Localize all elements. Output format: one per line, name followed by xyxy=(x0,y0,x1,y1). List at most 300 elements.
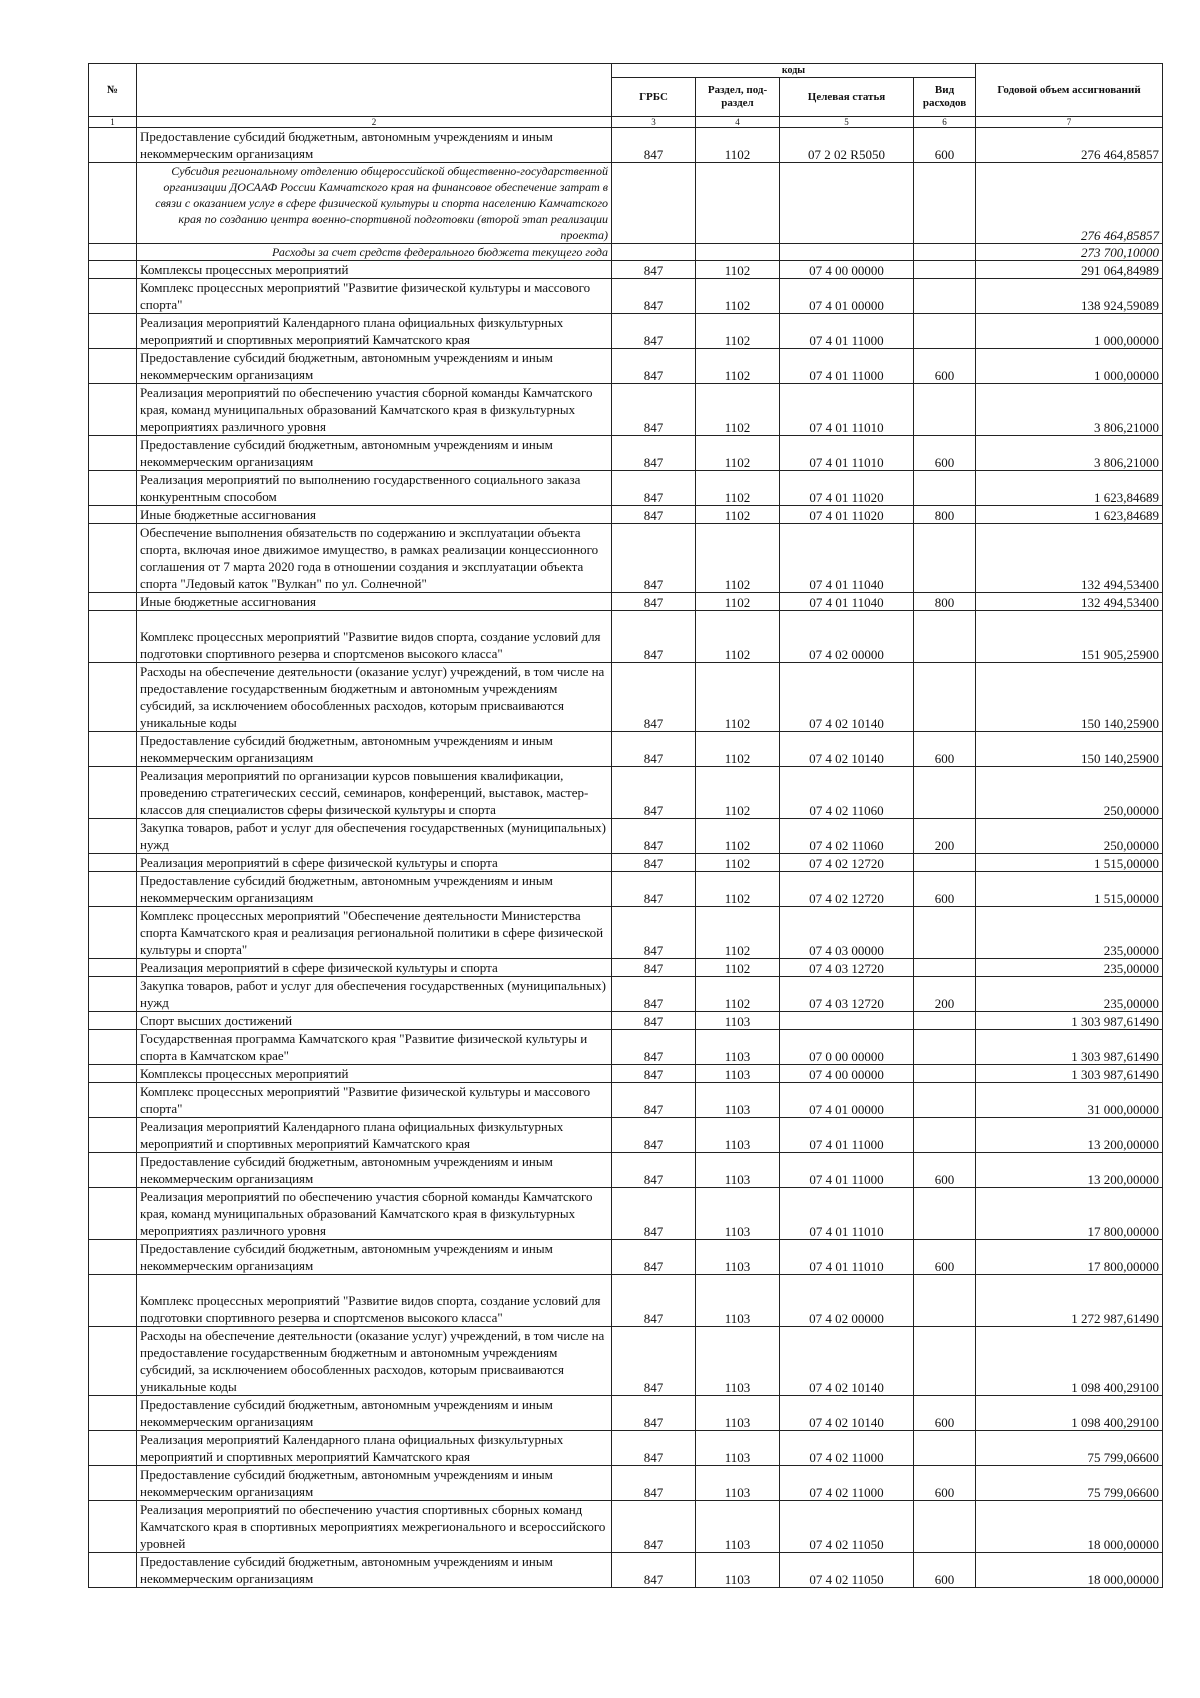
row-name: Реализация мероприятий по выполнению государственного социального заказа конкурентным способом xyxy=(137,471,612,506)
table-row xyxy=(89,1188,1163,1240)
row-target: 07 4 03 12720 xyxy=(780,977,914,1012)
row-number xyxy=(89,349,137,384)
header-expense: Вид расходов xyxy=(914,78,976,117)
row-target: 07 0 00 00000 xyxy=(780,1030,914,1065)
row-target: 07 4 01 11020 xyxy=(780,506,914,524)
table-row xyxy=(89,959,1163,977)
row-number xyxy=(89,1083,137,1118)
row-name: Реализация мероприятий Календарного плана официальных физкультурных мероприятий и спортивных мероприятий Камчатского края xyxy=(137,314,612,349)
row-target: 07 4 01 11040 xyxy=(780,593,914,611)
row-name: Комплекс процессных мероприятий "Развитие видов спорта, создание условий для подготовки спортивного резерва и спортсменов высокого класса" xyxy=(137,611,612,663)
row-section: 1103 xyxy=(696,1501,780,1553)
row-amount: 17 800,00000 xyxy=(976,1188,1163,1240)
row-grbs: 847 xyxy=(612,1327,696,1396)
row-number xyxy=(89,1327,137,1396)
row-name: Расходы на обеспечение деятельности (оказание услуг) учреждений, в том числе на предоставление государственным бюджетным и автономным учреждениям субсидий, за исключением обособленных расходов, которым присваиваются уникальные коды xyxy=(137,663,612,732)
row-target: 07 4 01 11000 xyxy=(780,314,914,349)
row-number xyxy=(89,506,137,524)
row-name: Предоставление субсидий бюджетным, автономным учреждениям и иным некоммерческим организациям xyxy=(137,1466,612,1501)
row-expense-type xyxy=(914,471,976,506)
row-target xyxy=(780,244,914,261)
row-number xyxy=(89,1153,137,1188)
row-target: 07 4 01 11040 xyxy=(780,524,914,593)
row-target: 07 4 02 10140 xyxy=(780,1327,914,1396)
row-grbs: 847 xyxy=(612,1030,696,1065)
row-name: Предоставление субсидий бюджетным, автономным учреждениям и иным некоммерческим организациям xyxy=(137,1553,612,1588)
row-section: 1103 xyxy=(696,1083,780,1118)
row-grbs: 847 xyxy=(612,1553,696,1588)
table-body xyxy=(89,128,1163,1588)
row-section: 1102 xyxy=(696,907,780,959)
table-row xyxy=(89,1153,1163,1188)
row-expense-type: 800 xyxy=(914,506,976,524)
row-expense-type xyxy=(914,1188,976,1240)
row-section: 1102 xyxy=(696,732,780,767)
row-amount: 132 494,53400 xyxy=(976,593,1163,611)
table-row xyxy=(89,471,1163,506)
row-expense-type xyxy=(914,261,976,279)
row-amount: 1 272 987,61490 xyxy=(976,1275,1163,1327)
row-amount: 1 000,00000 xyxy=(976,314,1163,349)
row-name: Комплекс процессных мероприятий "Развитие физической культуры и массового спорта" xyxy=(137,279,612,314)
row-amount: 273 700,10000 xyxy=(976,244,1163,261)
row-number xyxy=(89,593,137,611)
row-section: 1102 xyxy=(696,349,780,384)
row-number xyxy=(89,244,137,261)
row-expense-type xyxy=(914,663,976,732)
row-target: 07 4 02 10140 xyxy=(780,732,914,767)
budget-table xyxy=(88,63,1163,1588)
row-expense-type xyxy=(914,163,976,244)
row-expense-type xyxy=(914,279,976,314)
colnum: 3 xyxy=(612,117,696,128)
table-row xyxy=(89,767,1163,819)
row-amount: 235,00000 xyxy=(976,907,1163,959)
row-name: Реализация мероприятий по обеспечению участия сборной команды Камчатского края, команд муниципальных образований Камчатского края в физкультурных мероприятиях различного уровня xyxy=(137,1188,612,1240)
row-section: 1103 xyxy=(696,1012,780,1030)
row-number xyxy=(89,436,137,471)
row-target: 07 4 02 12720 xyxy=(780,872,914,907)
row-expense-type xyxy=(914,524,976,593)
table-row xyxy=(89,1065,1163,1083)
row-grbs: 847 xyxy=(612,128,696,163)
row-expense-type xyxy=(914,1501,976,1553)
header-codes: коды xyxy=(612,64,976,78)
row-name: Предоставление субсидий бюджетным, автономным учреждениям и иным некоммерческим организациям xyxy=(137,1240,612,1275)
row-target: 07 4 02 12720 xyxy=(780,854,914,872)
row-expense-type: 600 xyxy=(914,732,976,767)
table-row xyxy=(89,1012,1163,1030)
row-expense-type: 800 xyxy=(914,593,976,611)
row-name: Комплекс процессных мероприятий "Развитие видов спорта, создание условий для подготовки спортивного резерва и спортсменов высокого класса" xyxy=(137,1275,612,1327)
row-grbs: 847 xyxy=(612,506,696,524)
row-expense-type: 200 xyxy=(914,819,976,854)
row-amount: 1 623,84689 xyxy=(976,471,1163,506)
row-number xyxy=(89,1118,137,1153)
row-expense-type xyxy=(914,1083,976,1118)
colnum: 4 xyxy=(696,117,780,128)
row-expense-type: 200 xyxy=(914,977,976,1012)
header-grbs: ГРБС xyxy=(612,78,696,117)
row-grbs: 847 xyxy=(612,977,696,1012)
row-name: Реализация мероприятий по обеспечению участия сборной команды Камчатского края, команд муниципальных образований Камчатского края в физкультурных мероприятиях различного уровня xyxy=(137,384,612,436)
budget-sheet xyxy=(88,63,1162,1588)
row-expense-type xyxy=(914,611,976,663)
row-number xyxy=(89,1240,137,1275)
row-amount: 1 623,84689 xyxy=(976,506,1163,524)
row-amount: 276 464,85857 xyxy=(976,163,1163,244)
table-row xyxy=(89,279,1163,314)
row-number xyxy=(89,907,137,959)
row-amount: 235,00000 xyxy=(976,959,1163,977)
row-number xyxy=(89,1030,137,1065)
row-section: 1102 xyxy=(696,314,780,349)
row-expense-type xyxy=(914,854,976,872)
row-number xyxy=(89,977,137,1012)
row-section: 1102 xyxy=(696,872,780,907)
row-name: Комплексы процессных мероприятий xyxy=(137,1065,612,1083)
row-section: 1102 xyxy=(696,506,780,524)
row-section: 1103 xyxy=(696,1466,780,1501)
row-number xyxy=(89,384,137,436)
row-name: Комплекс процессных мероприятий "Развитие физической культуры и массового спорта" xyxy=(137,1083,612,1118)
header-target: Целевая статья xyxy=(780,78,914,117)
row-amount: 132 494,53400 xyxy=(976,524,1163,593)
row-number xyxy=(89,1431,137,1466)
row-amount: 1 098 400,29100 xyxy=(976,1327,1163,1396)
row-amount: 75 799,06600 xyxy=(976,1466,1163,1501)
row-name: Предоставление субсидий бюджетным, автономным учреждениям и иным некоммерческим организациям xyxy=(137,349,612,384)
row-target: 07 4 02 11000 xyxy=(780,1431,914,1466)
colnum: 1 xyxy=(89,117,137,128)
row-section: 1103 xyxy=(696,1240,780,1275)
table-row xyxy=(89,593,1163,611)
row-grbs: 847 xyxy=(612,767,696,819)
row-grbs: 847 xyxy=(612,436,696,471)
row-grbs: 847 xyxy=(612,1012,696,1030)
row-amount: 1 515,00000 xyxy=(976,872,1163,907)
row-expense-type xyxy=(914,244,976,261)
table-row xyxy=(89,1240,1163,1275)
row-name: Реализация мероприятий по организации курсов повышения квалификации, проведению стратегических сессий, семинаров, конференций, выставок, мастер-классов для специалистов сферы физической культуры и спорта xyxy=(137,767,612,819)
header-section: Раздел, под-раздел xyxy=(696,78,780,117)
row-target: 07 4 02 00000 xyxy=(780,611,914,663)
row-name: Закупка товаров, работ и услуг для обеспечения государственных (муниципальных) нужд xyxy=(137,977,612,1012)
row-section xyxy=(696,163,780,244)
row-target: 07 4 02 11000 xyxy=(780,1466,914,1501)
table-row xyxy=(89,1327,1163,1396)
row-amount: 18 000,00000 xyxy=(976,1553,1163,1588)
row-section: 1102 xyxy=(696,471,780,506)
table-row xyxy=(89,611,1163,663)
row-section xyxy=(696,244,780,261)
table-row xyxy=(89,1431,1163,1466)
row-expense-type: 600 xyxy=(914,1240,976,1275)
row-target: 07 4 01 00000 xyxy=(780,279,914,314)
header-no: № xyxy=(89,64,137,117)
row-name: Предоставление субсидий бюджетным, автономным учреждениям и иным некоммерческим организациям xyxy=(137,872,612,907)
table-row xyxy=(89,349,1163,384)
row-amount: 150 140,25900 xyxy=(976,732,1163,767)
table-row xyxy=(89,163,1163,244)
row-target: 07 4 01 11010 xyxy=(780,384,914,436)
row-target: 07 4 01 11000 xyxy=(780,1153,914,1188)
row-target xyxy=(780,1012,914,1030)
row-number xyxy=(89,819,137,854)
row-target: 07 4 02 11060 xyxy=(780,819,914,854)
row-number xyxy=(89,1501,137,1553)
table-row xyxy=(89,907,1163,959)
table-row xyxy=(89,314,1163,349)
table-row xyxy=(89,1275,1163,1327)
row-amount: 31 000,00000 xyxy=(976,1083,1163,1118)
row-name: Предоставление субсидий бюджетным, автономным учреждениям и иным некоммерческим организациям xyxy=(137,128,612,163)
row-target: 07 4 01 00000 xyxy=(780,1083,914,1118)
row-grbs: 847 xyxy=(612,1466,696,1501)
row-target: 07 4 02 10140 xyxy=(780,663,914,732)
row-grbs: 847 xyxy=(612,854,696,872)
row-number xyxy=(89,471,137,506)
row-name: Государственная программа Камчатского края "Развитие физической культуры и спорта в Камчатском крае" xyxy=(137,1030,612,1065)
header-amount: Годовой объем ассигнований xyxy=(976,64,1163,117)
table-row xyxy=(89,524,1163,593)
row-name: Предоставление субсидий бюджетным, автономным учреждениям и иным некоммерческим организациям xyxy=(137,1153,612,1188)
row-expense-type xyxy=(914,1327,976,1396)
row-number xyxy=(89,1065,137,1083)
row-number xyxy=(89,524,137,593)
row-expense-type: 600 xyxy=(914,1466,976,1501)
row-grbs xyxy=(612,244,696,261)
row-number xyxy=(89,261,137,279)
row-number xyxy=(89,314,137,349)
colnum: 7 xyxy=(976,117,1163,128)
table-row xyxy=(89,977,1163,1012)
row-name: Субсидия региональному отделению общероссийской общественно-государственной организации ДОСААФ России Камчатского края на финансовое обеспечение затрат в связи с оказанием услуг в сфере физической культуры и спорта населению Камчатского края по созданию центра военно-спортивной подготовки (второй этап реализации проекта) xyxy=(137,163,612,244)
row-target: 07 4 01 11010 xyxy=(780,1240,914,1275)
row-number xyxy=(89,732,137,767)
row-amount: 3 806,21000 xyxy=(976,384,1163,436)
row-amount: 3 806,21000 xyxy=(976,436,1163,471)
row-section: 1102 xyxy=(696,593,780,611)
row-number xyxy=(89,163,137,244)
row-expense-type: 600 xyxy=(914,1153,976,1188)
row-grbs: 847 xyxy=(612,349,696,384)
row-amount: 75 799,06600 xyxy=(976,1431,1163,1466)
row-expense-type xyxy=(914,907,976,959)
row-name: Предоставление субсидий бюджетным, автономным учреждениям и иным некоммерческим организациям xyxy=(137,732,612,767)
header-name xyxy=(137,64,612,117)
row-amount: 276 464,85857 xyxy=(976,128,1163,163)
row-grbs xyxy=(612,163,696,244)
table-row xyxy=(89,663,1163,732)
row-expense-type: 600 xyxy=(914,349,976,384)
table-row xyxy=(89,1118,1163,1153)
row-section: 1102 xyxy=(696,959,780,977)
row-number xyxy=(89,1188,137,1240)
row-number xyxy=(89,872,137,907)
row-target xyxy=(780,163,914,244)
table-row xyxy=(89,1083,1163,1118)
table-row xyxy=(89,384,1163,436)
row-section: 1103 xyxy=(696,1553,780,1588)
row-section: 1102 xyxy=(696,524,780,593)
row-section: 1102 xyxy=(696,279,780,314)
row-target: 07 4 02 00000 xyxy=(780,1275,914,1327)
row-grbs: 847 xyxy=(612,279,696,314)
row-section: 1103 xyxy=(696,1153,780,1188)
row-section: 1103 xyxy=(696,1275,780,1327)
row-section: 1103 xyxy=(696,1030,780,1065)
row-section: 1103 xyxy=(696,1118,780,1153)
row-grbs: 847 xyxy=(612,1396,696,1431)
row-section: 1102 xyxy=(696,854,780,872)
row-number xyxy=(89,611,137,663)
row-amount: 1 303 987,61490 xyxy=(976,1030,1163,1065)
table-row xyxy=(89,244,1163,261)
row-target: 07 4 01 11000 xyxy=(780,1118,914,1153)
table-row xyxy=(89,1396,1163,1431)
row-grbs: 847 xyxy=(612,261,696,279)
row-grbs: 847 xyxy=(612,1065,696,1083)
row-name: Иные бюджетные ассигнования xyxy=(137,593,612,611)
row-section: 1102 xyxy=(696,384,780,436)
row-name: Предоставление субсидий бюджетным, автономным учреждениям и иным некоммерческим организациям xyxy=(137,436,612,471)
row-section: 1102 xyxy=(696,611,780,663)
row-amount: 291 064,84989 xyxy=(976,261,1163,279)
row-expense-type xyxy=(914,384,976,436)
row-target: 07 4 02 11050 xyxy=(780,1553,914,1588)
row-section: 1102 xyxy=(696,663,780,732)
row-amount: 1 000,00000 xyxy=(976,349,1163,384)
row-amount: 235,00000 xyxy=(976,977,1163,1012)
row-grbs: 847 xyxy=(612,524,696,593)
row-grbs: 847 xyxy=(612,1431,696,1466)
row-name: Реализация мероприятий Календарного плана официальных физкультурных мероприятий и спортивных мероприятий Камчатского края xyxy=(137,1118,612,1153)
row-grbs: 847 xyxy=(612,872,696,907)
row-grbs: 847 xyxy=(612,1118,696,1153)
row-amount: 138 924,59089 xyxy=(976,279,1163,314)
row-target: 07 4 01 11020 xyxy=(780,471,914,506)
row-name: Реализация мероприятий по обеспечению участия спортивных сборных команд Камчатского края в спортивных мероприятиях межрегионального и всероссийского уровней xyxy=(137,1501,612,1553)
row-name: Обеспечение выполнения обязательств по содержанию и эксплуатации объекта спорта, включая иное движимое имущество, в рамках реализации концессионного соглашения от 7 марта 2020 года в отношении создания и эксплуатации объекта спорта "Ледовый каток "Вулкан" по ул. Солнечной" xyxy=(137,524,612,593)
table-row xyxy=(89,261,1163,279)
row-amount: 250,00000 xyxy=(976,767,1163,819)
row-section: 1103 xyxy=(696,1327,780,1396)
row-amount: 1 515,00000 xyxy=(976,854,1163,872)
column-number-row xyxy=(89,117,1163,128)
row-amount: 1 303 987,61490 xyxy=(976,1065,1163,1083)
row-number xyxy=(89,1275,137,1327)
row-expense-type: 600 xyxy=(914,872,976,907)
row-amount: 1 098 400,29100 xyxy=(976,1396,1163,1431)
row-target: 07 4 02 11050 xyxy=(780,1501,914,1553)
row-amount: 150 140,25900 xyxy=(976,663,1163,732)
row-target: 07 4 02 10140 xyxy=(780,1396,914,1431)
row-amount: 151 905,25900 xyxy=(976,611,1163,663)
row-grbs: 847 xyxy=(612,732,696,767)
colnum: 5 xyxy=(780,117,914,128)
row-grbs: 847 xyxy=(612,819,696,854)
row-amount: 250,00000 xyxy=(976,819,1163,854)
row-target: 07 2 02 R5050 xyxy=(780,128,914,163)
row-grbs: 847 xyxy=(612,959,696,977)
row-section: 1103 xyxy=(696,1188,780,1240)
row-grbs: 847 xyxy=(612,314,696,349)
row-amount: 13 200,00000 xyxy=(976,1118,1163,1153)
table-row xyxy=(89,128,1163,163)
row-expense-type xyxy=(914,959,976,977)
row-section: 1102 xyxy=(696,767,780,819)
row-number xyxy=(89,128,137,163)
row-section: 1102 xyxy=(696,436,780,471)
row-amount: 1 303 987,61490 xyxy=(976,1012,1163,1030)
row-expense-type: 600 xyxy=(914,1553,976,1588)
row-grbs: 847 xyxy=(612,907,696,959)
row-number xyxy=(89,1012,137,1030)
row-name: Реализация мероприятий в сфере физической культуры и спорта xyxy=(137,854,612,872)
row-grbs: 847 xyxy=(612,1083,696,1118)
table-row xyxy=(89,1553,1163,1588)
row-number xyxy=(89,279,137,314)
row-grbs: 847 xyxy=(612,663,696,732)
row-grbs: 847 xyxy=(612,1188,696,1240)
row-number xyxy=(89,1466,137,1501)
row-amount: 18 000,00000 xyxy=(976,1501,1163,1553)
row-name: Комплексы процессных мероприятий xyxy=(137,261,612,279)
row-name: Иные бюджетные ассигнования xyxy=(137,506,612,524)
row-expense-type: 600 xyxy=(914,128,976,163)
row-expense-type xyxy=(914,1431,976,1466)
colnum: 2 xyxy=(137,117,612,128)
row-section: 1102 xyxy=(696,128,780,163)
row-expense-type xyxy=(914,314,976,349)
row-expense-type xyxy=(914,1118,976,1153)
row-name: Реализация мероприятий Календарного плана официальных физкультурных мероприятий и спортивных мероприятий Камчатского края xyxy=(137,1431,612,1466)
row-section: 1102 xyxy=(696,819,780,854)
row-number xyxy=(89,854,137,872)
table-row xyxy=(89,819,1163,854)
table-row xyxy=(89,1501,1163,1553)
row-grbs: 847 xyxy=(612,384,696,436)
row-section: 1103 xyxy=(696,1065,780,1083)
row-target: 07 4 03 12720 xyxy=(780,959,914,977)
row-name: Спорт высших достижений xyxy=(137,1012,612,1030)
row-expense-type: 600 xyxy=(914,436,976,471)
row-name: Комплекс процессных мероприятий "Обеспечение деятельности Министерства спорта Камчатского края и реализация региональной политики в сфере физической культуры и спорта" xyxy=(137,907,612,959)
table-row xyxy=(89,872,1163,907)
row-grbs: 847 xyxy=(612,611,696,663)
row-expense-type xyxy=(914,1275,976,1327)
row-grbs: 847 xyxy=(612,471,696,506)
row-expense-type xyxy=(914,1065,976,1083)
row-expense-type xyxy=(914,1012,976,1030)
table-row xyxy=(89,732,1163,767)
table-row xyxy=(89,854,1163,872)
row-target: 07 4 01 11000 xyxy=(780,349,914,384)
row-section: 1103 xyxy=(696,1396,780,1431)
row-number xyxy=(89,663,137,732)
row-target: 07 4 03 00000 xyxy=(780,907,914,959)
row-target: 07 4 01 11010 xyxy=(780,1188,914,1240)
row-name: Расходы на обеспечение деятельности (оказание услуг) учреждений, в том числе на предоставление государственным бюджетным и автономным учреждениям субсидий, за исключением обособленных расходов, которым присваиваются уникальные коды xyxy=(137,1327,612,1396)
row-grbs: 847 xyxy=(612,1501,696,1553)
row-expense-type xyxy=(914,767,976,819)
table-row xyxy=(89,1030,1163,1065)
row-grbs: 847 xyxy=(612,1275,696,1327)
row-number xyxy=(89,767,137,819)
row-number xyxy=(89,1396,137,1431)
row-target: 07 4 02 11060 xyxy=(780,767,914,819)
